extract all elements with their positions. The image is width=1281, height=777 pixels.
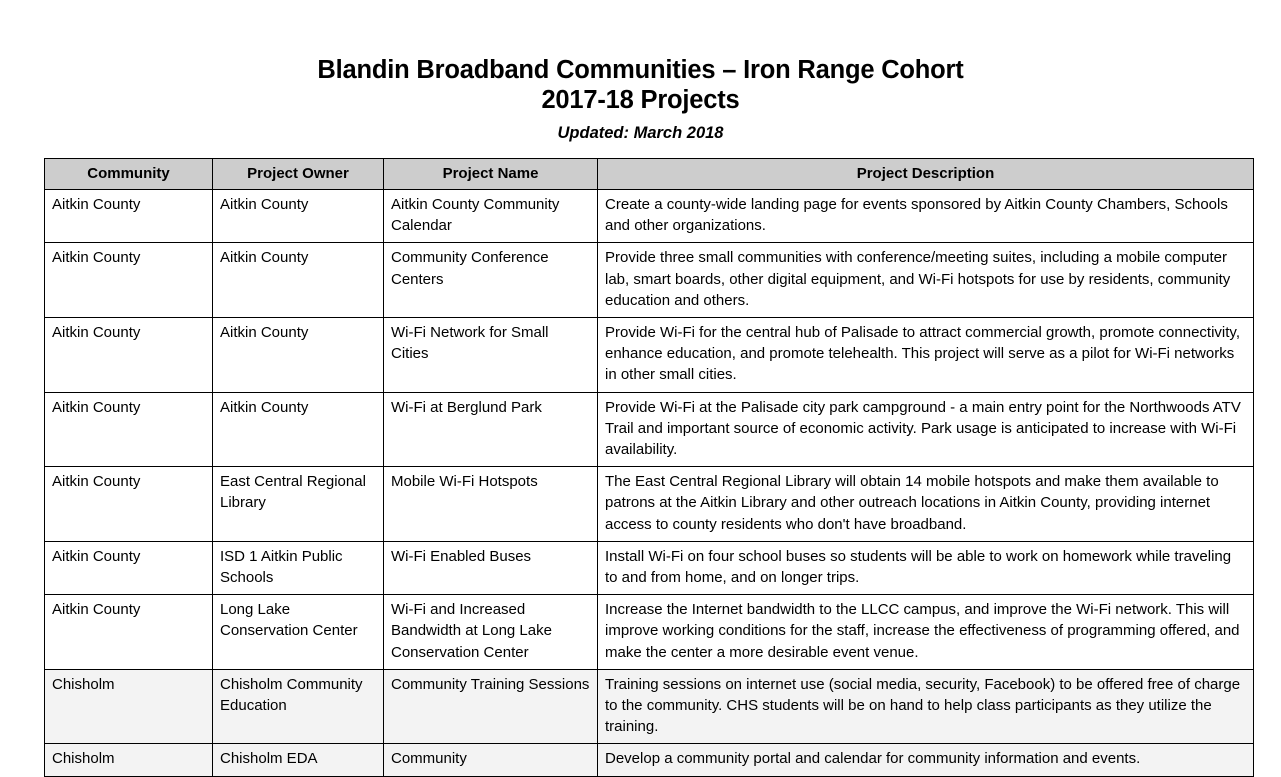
cell-community: Aitkin County <box>45 595 213 670</box>
table-row <box>45 467 1254 542</box>
table-row <box>45 392 1254 467</box>
column-header-community: Community <box>45 159 213 190</box>
cell-community: Chisholm <box>45 744 213 776</box>
table-row <box>45 669 1254 744</box>
cell-name: Wi-Fi and Increased Bandwidth at Long Lake Conservation Center <box>384 595 598 670</box>
document-updated-subtitle: Updated: March 2018 <box>557 124 724 142</box>
table-row <box>45 243 1254 318</box>
cell-owner: Aitkin County <box>213 243 384 318</box>
cell-description: Provide three small communities with conference/meeting suites, including a mobile computer lab, smart boards, other digital equipment, and Wi-Fi hotspots for use by residents, community education and others. <box>598 243 1254 318</box>
table-row <box>45 318 1254 393</box>
cell-description: Provide Wi-Fi for the central hub of Palisade to attract commercial growth, promote connectivity, enhance education, and promote telehealth. This project will serve as a pilot for Wi-Fi networks in other small cities. <box>598 318 1254 393</box>
table-row <box>45 744 1254 776</box>
cell-name: Community Training Sessions <box>384 669 598 744</box>
document-title-line-1: Blandin Broadband Communities – Iron Range Cohort <box>317 56 964 84</box>
cell-description: Install Wi-Fi on four school buses so students will be able to work on homework while traveling to and from home, and on longer trips. <box>598 541 1254 594</box>
cell-name: Wi-Fi Enabled Buses <box>384 541 598 594</box>
column-header-name: Project Name <box>384 159 598 190</box>
cell-description: Provide Wi-Fi at the Palisade city park campground - a main entry point for the Northwoods ATV Trail and important source of economic activity. Park usage is anticipated to increase with Wi-Fi availability. <box>598 392 1254 467</box>
cell-owner: ISD 1 Aitkin Public Schools <box>213 541 384 594</box>
cell-community: Chisholm <box>45 669 213 744</box>
cell-owner: Aitkin County <box>213 318 384 393</box>
cell-description: Develop a community portal and calendar for community information and events. <box>598 744 1254 776</box>
cell-description: Increase the Internet bandwidth to the LLCC campus, and improve the Wi-Fi network. This will improve working conditions for the staff, increase the effectiveness of programming offered, and make the center a more desirable event venue. <box>598 595 1254 670</box>
column-header-owner: Project Owner <box>213 159 384 190</box>
projects-table-body <box>45 190 1254 777</box>
document-title-block <box>0 0 1281 144</box>
cell-owner: Long Lake Conservation Center <box>213 595 384 670</box>
cell-community: Aitkin County <box>45 541 213 594</box>
cell-community: Aitkin County <box>45 190 213 243</box>
cell-name: Aitkin County Community Calendar <box>384 190 598 243</box>
projects-table-header <box>45 159 1254 190</box>
cell-community: Aitkin County <box>45 467 213 542</box>
cell-name: Community <box>384 744 598 776</box>
cell-description: Training sessions on internet use (social media, security, Facebook) to be offered free of charge to the community. CHS students will be on hand to help class participants as they utilize the training. <box>598 669 1254 744</box>
cell-owner: Aitkin County <box>213 392 384 467</box>
cell-community: Aitkin County <box>45 392 213 467</box>
document-title-line-2: 2017-18 Projects <box>541 86 740 114</box>
cell-owner: Aitkin County <box>213 190 384 243</box>
table-header-row <box>45 159 1254 190</box>
cell-name: Wi-Fi at Berglund Park <box>384 392 598 467</box>
cell-community: Aitkin County <box>45 318 213 393</box>
cell-owner: Chisholm EDA <box>213 744 384 776</box>
cell-description: Create a county-wide landing page for events sponsored by Aitkin County Chambers, Schools and other organizations. <box>598 190 1254 243</box>
cell-name: Wi-Fi Network for Small Cities <box>384 318 598 393</box>
cell-name: Mobile Wi-Fi Hotspots <box>384 467 598 542</box>
cell-community: Aitkin County <box>45 243 213 318</box>
table-row <box>45 595 1254 670</box>
cell-description: The East Central Regional Library will obtain 14 mobile hotspots and make them available to patrons at the Aitkin Library and other outreach locations in Aitkin County, providing internet access to county residents who don't have broadband. <box>598 467 1254 542</box>
projects-table-container <box>44 158 1253 777</box>
cell-owner: Chisholm Community Education <box>213 669 384 744</box>
cell-owner: East Central Regional Library <box>213 467 384 542</box>
column-header-description: Project Description <box>598 159 1254 190</box>
projects-table <box>44 158 1254 777</box>
cell-name: Community Conference Centers <box>384 243 598 318</box>
table-row <box>45 541 1254 594</box>
table-row <box>45 190 1254 243</box>
